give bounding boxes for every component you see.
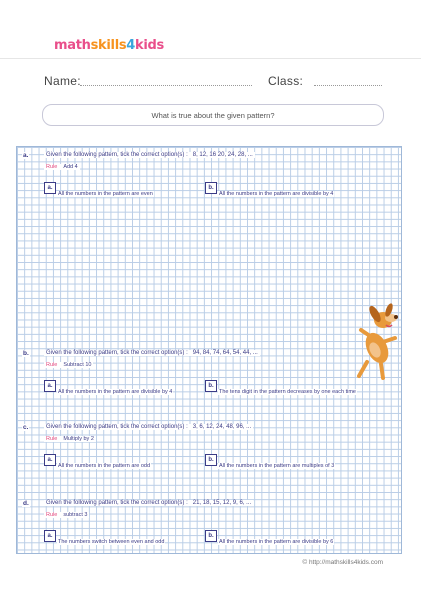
question-letter: c. [23,424,29,431]
question-prompt: Given the following pattern, tick the correct option(s) : 3, 6, 12, 24, 48, 96, ... [46,424,252,430]
pattern-sequence: 8, 12, 16 20, 24, 28, ... [192,152,253,158]
question-letter: b. [23,350,29,357]
name-label: Name: [44,74,81,88]
name-field[interactable] [80,85,252,86]
pattern-sequence: 94, 84, 74, 64, 54, 44, ... [192,350,258,356]
checkbox[interactable]: b. [205,380,217,392]
option-b[interactable]: b.All the numbers in the pattern are divisible by 6 [205,530,334,542]
option-b[interactable]: b.All the numbers in the pattern are multiples of 3 [205,454,335,466]
option-a[interactable]: a.All the numbers in the pattern are even [44,182,154,194]
checkbox[interactable]: a. [44,530,56,542]
instruction-banner [42,104,384,126]
option-a[interactable]: a.All the numbers in the pattern are divisible by 4 [44,380,173,392]
header-divider [0,58,421,59]
option-b[interactable]: b.All the numbers in the pattern are divisible by 4 [205,182,334,194]
option-a[interactable]: a.The numbers switch between even and odd [44,530,165,542]
question-letter: d. [23,500,29,507]
checkbox[interactable]: a. [44,182,56,194]
checkbox[interactable]: b. [205,454,217,466]
class-field[interactable] [314,85,382,86]
student-info-row [0,74,421,92]
option-a[interactable]: a.All the numbers in the pattern are odd [44,454,151,466]
question-prompt: Given the following pattern, tick the correct option(s) : 8, 12, 16 20, 24, 28, ... [46,152,253,158]
rule-line: Rule Multiply by 2 [46,436,94,442]
pattern-sequence: 21, 18, 15, 12, 9, 6, ... [192,500,252,506]
rule-line: Rule subtract 3 [46,512,88,518]
option-b[interactable]: b.The tens digit in the pattern decreases by one each time [205,380,357,392]
brand-logo [54,37,164,53]
question-prompt: Given the following pattern, tick the correct option(s) : 94, 84, 74, 64, 54, 44, ... [46,350,258,356]
instruction-text: What is true about the given pattern? [151,110,275,120]
rule-line: Rule Add 4 [46,164,78,170]
copyright-footer: © http://mathskills4kids.com [302,559,383,566]
logo-text: mathskills4kids [54,37,164,53]
checkbox[interactable]: a. [44,380,56,392]
question-prompt: Given the following pattern, tick the correct option(s) : 21, 18, 15, 12, 9, 6, ... [46,500,252,506]
question-letter: a. [23,152,29,159]
class-label: Class: [268,74,304,88]
rule-line: Rule Subtract 10 [46,362,92,368]
checkbox[interactable]: b. [205,530,217,542]
checkbox[interactable]: a. [44,454,56,466]
pattern-sequence: 3, 6, 12, 24, 48, 96, ... [192,424,252,430]
dog-illustration [353,302,401,382]
checkbox[interactable]: b. [205,182,217,194]
